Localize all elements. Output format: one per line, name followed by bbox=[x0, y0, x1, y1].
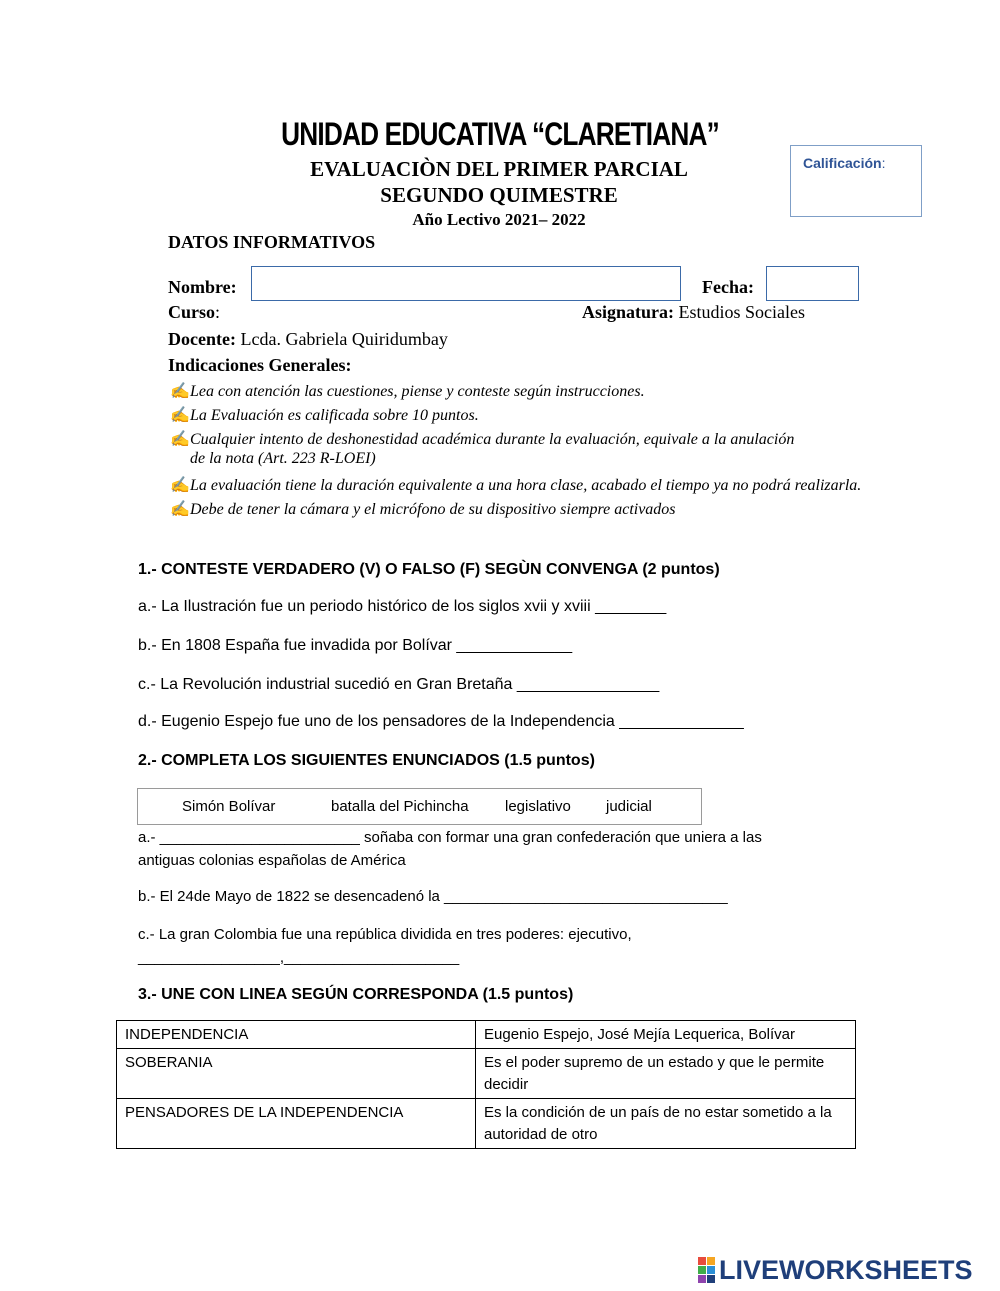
instruction-item: ✍La evaluación tiene la duración equivalente a una hora clase, acabado el tiempo ya no podrá realizarla. bbox=[170, 477, 862, 494]
question-2-item-c: c.- La gran Colombia fue una república dividida en tres poderes: ejecutivo, bbox=[138, 926, 632, 943]
logo-block bbox=[707, 1257, 715, 1265]
table-cell-definition[interactable]: Es la condición de un país de no estar sometido a la autoridad de otro bbox=[476, 1099, 856, 1149]
question-1-item-c: c.- La Revolución industrial sucedió en Gran Bretaña ________________ bbox=[138, 676, 660, 693]
grade-box[interactable] bbox=[790, 145, 922, 217]
question-2-item-a-continuation: antiguas colonias españolas de América bbox=[138, 852, 406, 869]
question-2-item-a: a.- ________________________ soñaba con formar una gran confederación que uniera a las bbox=[138, 829, 762, 846]
word-bank-item: batalla del Pichincha bbox=[331, 798, 469, 815]
course-label: Curso: bbox=[168, 302, 221, 322]
question-1-title: 1.- CONTESTE VERDADERO (V) O FALSO (F) SEGÙN CONVENGA (2 puntos) bbox=[138, 561, 720, 578]
question-1-item-d: d.- Eugenio Espejo fue uno de los pensadores de la Independencia ______________ bbox=[138, 713, 744, 730]
word-bank bbox=[137, 788, 702, 825]
instruction-item-continuation: de la nota (Art. 223 R-LOEI) bbox=[190, 450, 376, 467]
school-year: Año Lectivo 2021– 2022 bbox=[412, 210, 586, 229]
name-input[interactable] bbox=[251, 266, 681, 301]
instructions-title: Indicaciones Generales: bbox=[168, 355, 352, 375]
logo-mark-icon bbox=[698, 1257, 715, 1283]
logo-block bbox=[707, 1266, 715, 1274]
table-cell-concept[interactable]: PENSADORES DE LA INDEPENDENCIA bbox=[117, 1099, 476, 1149]
question-2-item-b: b.- El 24de Mayo de 1822 se desencadenó la __________________________________ bbox=[138, 888, 728, 905]
name-label: Nombre: bbox=[168, 277, 237, 297]
question-3-title: 3.- UNE CON LINEA SEGÚN CORRESPONDA (1.5 puntos) bbox=[138, 986, 574, 1003]
matching-table bbox=[116, 1020, 856, 1149]
table-cell-concept[interactable]: SOBERANIA bbox=[117, 1049, 476, 1099]
subject-field: Asignatura: Estudios Sociales bbox=[582, 302, 806, 322]
liveworksheets-logo bbox=[698, 1254, 973, 1286]
word-bank-item: Simón Bolívar bbox=[182, 798, 276, 815]
table-row bbox=[117, 1049, 856, 1099]
teacher-field: Docente: Lcda. Gabriela Quiridumbay bbox=[168, 329, 448, 349]
term-title: SEGUNDO QUIMESTRE bbox=[380, 183, 618, 207]
table-cell-definition[interactable]: Eugenio Espejo, José Mejía Lequerica, Bolívar bbox=[476, 1021, 856, 1049]
table-row bbox=[117, 1099, 856, 1149]
question-2-title: 2.- COMPLETA LOS SIGUIENTES ENUNCIADOS (1.5 puntos) bbox=[138, 752, 595, 769]
section-datos: DATOS INFORMATIVOS bbox=[168, 232, 376, 252]
pencil-icon: ✍ bbox=[170, 383, 190, 400]
pencil-icon: ✍ bbox=[170, 477, 190, 494]
word-bank-item: judicial bbox=[606, 798, 652, 815]
logo-text: LIVEWORKSHEETS bbox=[719, 1254, 973, 1285]
date-input[interactable] bbox=[766, 266, 859, 301]
logo-block bbox=[698, 1257, 706, 1265]
school-name: UNIDAD EDUCATIVA “CLARETIANA” bbox=[281, 116, 719, 152]
table-cell-definition[interactable]: Es el poder supremo de un estado y que le permite decidir bbox=[476, 1049, 856, 1099]
logo-block bbox=[698, 1266, 706, 1274]
pencil-icon: ✍ bbox=[170, 431, 190, 448]
pencil-icon: ✍ bbox=[170, 501, 190, 518]
date-label: Fecha: bbox=[702, 277, 754, 297]
question-2-item-c-blanks: _________________,_____________________ bbox=[138, 949, 460, 966]
table-cell-concept[interactable]: INDEPENDENCIA bbox=[117, 1021, 476, 1049]
table-row bbox=[117, 1021, 856, 1049]
logo-block bbox=[698, 1275, 706, 1283]
logo-block bbox=[707, 1275, 715, 1283]
exam-title: EVALUACIÒN DEL PRIMER PARCIAL bbox=[310, 157, 688, 181]
instruction-item: ✍Cualquier intento de deshonestidad académica durante la evaluación, equivale a la anulación bbox=[170, 431, 795, 448]
instruction-item: ✍Lea con atención las cuestiones, piense y conteste según instrucciones. bbox=[170, 383, 645, 400]
pencil-icon: ✍ bbox=[170, 407, 190, 424]
instruction-item: ✍Debe de tener la cámara y el micrófono de su dispositivo siempre activados bbox=[170, 501, 676, 518]
word-bank-item: legislativo bbox=[505, 798, 571, 815]
instruction-item: ✍La Evaluación es calificada sobre 10 puntos. bbox=[170, 407, 479, 424]
question-1-item-b: b.- En 1808 España fue invadida por Bolívar _____________ bbox=[138, 637, 573, 654]
question-1-item-a: a.- La Ilustración fue un periodo histórico de los siglos xvii y xviii ________ bbox=[138, 598, 667, 615]
grade-label: Calificación: bbox=[803, 155, 886, 171]
